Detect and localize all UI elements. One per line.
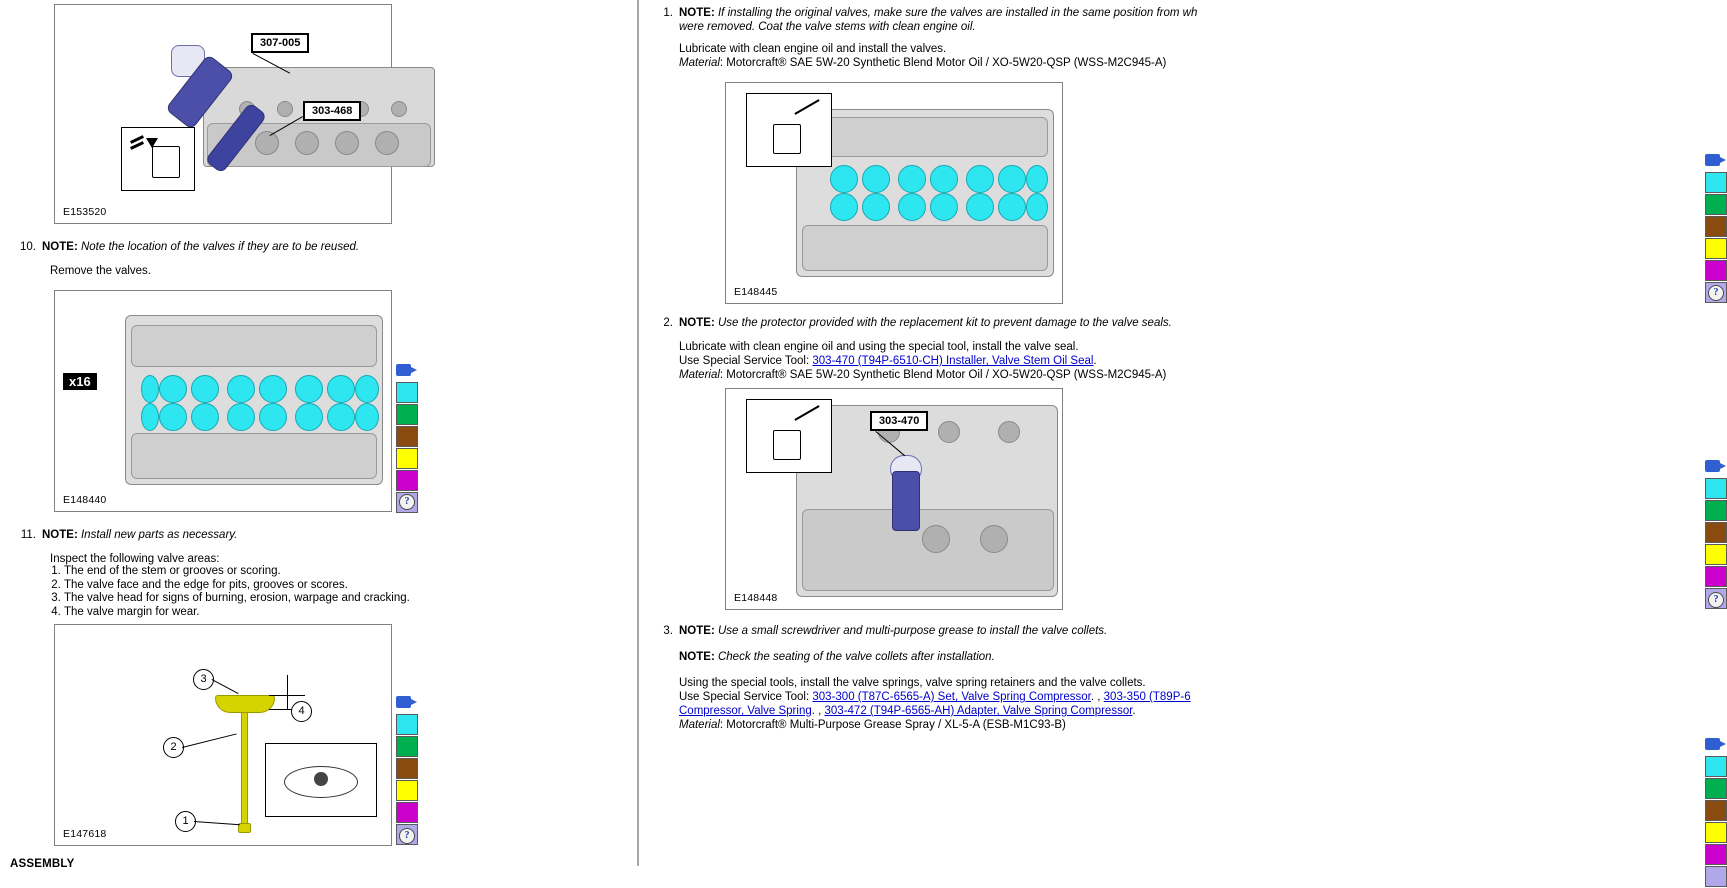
valve-1 (830, 165, 858, 193)
color-chip-cyan[interactable] (1705, 756, 1727, 777)
list-item: 1. The end of the stem or grooves or scoring. (64, 565, 464, 579)
oil-can-inset (746, 399, 832, 473)
step-r3-material (679, 718, 1213, 732)
head-port-3 (998, 421, 1020, 443)
step-10-note-text: Note the location of the valves if they are to be reused. (80, 241, 360, 253)
list-item: 2. The valve face and the edge for pits, grooves or scores. (64, 579, 464, 593)
step-10-number: 10. (20, 241, 36, 253)
step-r3-tool-sep-1: . , (1090, 691, 1104, 703)
step-r2-material-label: Material (679, 369, 720, 381)
step-r2-material-text: : Motorcraft® SAE 5W-20 Synthetic Blend Motor Oil / XO-5W20-QSP (WSS-M2C945-A) (719, 369, 1167, 381)
step-r1-note-label: NOTE: (679, 7, 715, 19)
step-r3-note2-label: NOTE: (679, 651, 715, 663)
step-r3-tool-label: Use Special Service Tool: (679, 691, 813, 703)
step-r1-line-1: Lubricate with clean engine oil and install the valves. (679, 43, 947, 55)
valve-12 (998, 193, 1026, 221)
step-r1-material (679, 56, 1213, 70)
step-r2 (653, 316, 1213, 330)
callout-circle-2: 2 (163, 737, 184, 758)
help-icon[interactable]: ? (399, 494, 415, 510)
figure-e148445 (725, 82, 1063, 304)
valve-2 (862, 165, 890, 193)
color-chip-cyan[interactable] (1705, 172, 1727, 193)
figure-e147618 (54, 624, 392, 846)
video-camera-icon[interactable] (396, 362, 418, 379)
valve-9 (295, 375, 323, 403)
tool-link-303-472[interactable]: 303-472 (T94P-6565-AH) Adapter, Valve Spring Compressor (824, 705, 1133, 717)
tool-link-303-300[interactable]: 303-300 (T87C-6565-A) Set, Valve Spring Compressor (812, 691, 1091, 703)
step-r2-material (679, 368, 1213, 382)
step-r2-tool (679, 354, 1213, 368)
step-r3-note (679, 624, 1213, 638)
head-port-2 (938, 421, 960, 443)
color-chip-cyan[interactable] (396, 714, 418, 735)
valve-4 (191, 403, 219, 431)
step-r3-tools (679, 690, 1213, 718)
head-lower-band (131, 433, 377, 479)
step-11-note (42, 528, 436, 542)
figure-e148440-illustration (55, 291, 391, 511)
callout-leader-3 (212, 679, 239, 694)
valve-8 (259, 403, 287, 431)
oil-container-icon (773, 124, 801, 154)
step-10-body-text: Remove the valves. (50, 265, 151, 277)
head-upper-band (131, 325, 377, 367)
tool-body-303-470 (892, 471, 920, 531)
help-icon[interactable]: ? (1708, 285, 1724, 301)
figure-e148440-swatches (396, 362, 418, 514)
head-bore-3 (335, 131, 359, 155)
valve-13 (1026, 165, 1048, 193)
step-r2-note-label: NOTE: (679, 317, 715, 329)
valve-8 (930, 193, 958, 221)
step-10-note (42, 240, 426, 254)
help-icon[interactable]: ? (1708, 592, 1724, 608)
figure-e148445-swatches (1705, 152, 1727, 304)
color-chip-brown[interactable] (396, 758, 418, 779)
valve-7 (227, 403, 255, 431)
valve-9 (966, 165, 994, 193)
figure-id-e153520: E153520 (63, 206, 107, 218)
valve-10 (998, 165, 1026, 193)
callout-circle-1: 1 (175, 811, 196, 832)
step-10 (16, 240, 426, 254)
video-camera-icon[interactable] (1705, 152, 1727, 169)
color-chip-yellow[interactable] (1705, 544, 1727, 565)
callout-leader-1b (194, 821, 240, 825)
head-port-5 (391, 101, 407, 117)
color-chip-green[interactable] (1705, 500, 1727, 521)
color-chip-magenta[interactable] (1705, 844, 1727, 865)
step-r3-note-text: Use a small screwdriver and multi-purpose grease to install the valve collets. (717, 625, 1108, 637)
callout-x16: x16 (63, 373, 97, 390)
oil-can-inset (121, 127, 195, 191)
head-port-2 (277, 101, 293, 117)
oil-can-inset (746, 93, 832, 167)
callout-303-468: 303-468 (303, 101, 361, 121)
valve-6 (930, 165, 958, 193)
callout-leader-2b (182, 733, 237, 748)
callout-303-470: 303-470 (870, 411, 928, 431)
step-11-body-text: Inspect the following valve areas: (50, 553, 220, 565)
valve-5 (227, 375, 255, 403)
figure-e148448 (725, 388, 1063, 610)
valve-11 (966, 193, 994, 221)
step-10-note-label: NOTE: (42, 241, 78, 253)
arrow-down-icon (146, 138, 158, 148)
tool-link-303-470[interactable]: 303-470 (T94P-6510-CH) Installer, Valve Stem Oil Seal (812, 355, 1094, 367)
valve-12 (327, 403, 355, 431)
step-r2-number: 2. (663, 317, 673, 329)
head-bore-4 (375, 131, 399, 155)
step-r2-tool-suffix: . (1093, 355, 1097, 367)
color-chip-magenta[interactable] (396, 470, 418, 491)
step-r1-material-text: : Motorcraft® SAE 5W-20 Synthetic Blend Motor Oil / XO-5W20-QSP (WSS-M2C945-A) (719, 57, 1167, 69)
valve-3 (830, 193, 858, 221)
head-bore-2 (295, 131, 319, 155)
step-r3-material-text: : Motorcraft® Multi-Purpose Grease Spray / XL-5-A (ESB-M1C93-B) (719, 719, 1066, 731)
dimension-line-vertical (287, 675, 288, 709)
step-11-sub-list (28, 565, 464, 619)
step-r3-line-1: Using the special tools, install the valve springs, valve spring retainers and the valve collets. (679, 677, 1146, 689)
color-chip-green[interactable] (1705, 778, 1727, 799)
step-r3-note-label: NOTE: (679, 625, 715, 637)
tool-link-303-350[interactable]: 303-350 (T89P-6 Compressor, Valve Spring (679, 691, 1191, 717)
figure-e148440 (54, 290, 392, 512)
color-chip-brown[interactable] (1705, 522, 1727, 543)
step-r3-note2 (679, 650, 1213, 664)
figure-e153520-illustration (55, 5, 391, 223)
valve-1 (159, 375, 187, 403)
step-r3-tool-suffix: . (1132, 705, 1136, 717)
valve-2 (191, 375, 219, 403)
valve-stem (241, 709, 248, 833)
step-r3 (653, 624, 1213, 638)
valve-head (215, 695, 275, 713)
valve-10 (327, 375, 355, 403)
color-chip-green[interactable] (396, 736, 418, 757)
oil-spout-icon (794, 99, 819, 115)
video-camera-icon[interactable] (396, 694, 418, 711)
valve-tip (238, 823, 251, 833)
step-r3-material-label: Material (679, 719, 720, 731)
figure-e148448-illustration (726, 389, 1062, 609)
valve-16 (141, 403, 159, 431)
color-chip-yellow[interactable] (396, 448, 418, 469)
color-chip-brown[interactable] (1705, 800, 1727, 821)
step-r1-number: 1. (663, 7, 673, 19)
figure-id-e148448: E148448 (734, 592, 778, 604)
step-r3-body (653, 676, 1213, 732)
color-chip-cyan[interactable] (1705, 478, 1727, 499)
list-item: 4. The valve margin for wear. (64, 606, 464, 620)
callout-circle-4: 4 (291, 701, 312, 722)
oil-spout-icon (794, 405, 819, 421)
step-r3-number: 3. (663, 625, 673, 637)
step-r2-note (679, 316, 1213, 330)
valve-6 (259, 375, 287, 403)
oil-container-icon (773, 430, 801, 460)
step-r2-note-text: Use the protector provided with the replacement kit to prevent damage to the valve seals. (717, 317, 1172, 329)
color-chip-magenta[interactable] (1705, 260, 1727, 281)
dimension-line-horizontal (269, 695, 305, 696)
eye-pupil-icon (314, 772, 328, 786)
assembly-header: ASSEMBLY (10, 858, 75, 870)
valve-14 (355, 403, 379, 431)
color-chip-violet[interactable] (1705, 866, 1727, 887)
figure-e148448-swatches (1705, 458, 1727, 610)
step-11 (16, 528, 436, 542)
figure-e147618-help[interactable] (399, 828, 415, 844)
callout-307-005: 307-005 (251, 33, 309, 53)
color-chip-yellow[interactable] (1705, 822, 1727, 843)
color-chip-yellow[interactable] (396, 780, 418, 801)
head-bore-1 (922, 525, 950, 553)
step-10-body (16, 264, 426, 278)
help-icon[interactable]: ? (399, 828, 415, 844)
head-bore-1 (255, 131, 279, 155)
step-11-body (16, 552, 436, 566)
step-r1-note-text: If installing the original valves, make sure the valves are installed in the same position from wh were removed. Coat the valve stems with clean engine oil. (679, 7, 1198, 33)
color-chip-magenta[interactable] (396, 802, 418, 823)
valve-3 (159, 403, 187, 431)
step-r2-tool-label: Use Special Service Tool: (679, 355, 813, 367)
left-column (0, 0, 637, 878)
figure-e148445-illustration (726, 83, 1062, 303)
figure-e147618-swatches (396, 694, 418, 846)
color-chip-magenta[interactable] (1705, 566, 1727, 587)
step-r1-material-label: Material (679, 57, 720, 69)
valve-15 (141, 375, 159, 403)
right-column (639, 0, 1719, 878)
color-chip-green[interactable] (396, 404, 418, 425)
step-11-number: 11. (20, 529, 36, 541)
head-upper-band (802, 117, 1048, 157)
valve-face-inset (265, 743, 377, 817)
color-chip-cyan[interactable] (396, 382, 418, 403)
callout-circle-3: 3 (193, 669, 214, 690)
figure-e148448-help[interactable] (1708, 592, 1724, 608)
figure-e148440-help[interactable] (399, 494, 415, 510)
color-chip-green[interactable] (1705, 194, 1727, 215)
list-item: 3. The valve head for signs of burning, erosion, warpage and cracking. (64, 592, 464, 606)
video-camera-icon[interactable] (1705, 458, 1727, 475)
step-11-note-text: Install new parts as necessary. (80, 529, 238, 541)
step-r3-note2-text: Check the seating of the valve collets after installation. (717, 651, 995, 663)
figure-id-e147618: E147618 (63, 828, 107, 840)
color-chip-yellow[interactable] (1705, 238, 1727, 259)
step-r3-note2 (653, 650, 1213, 664)
step-r3-swatches (1705, 736, 1727, 888)
valve-11 (295, 403, 323, 431)
valve-5 (898, 165, 926, 193)
step-r1-body (653, 42, 1213, 70)
oil-container-icon (152, 146, 180, 178)
step-r2-body (653, 340, 1213, 382)
figure-e153520 (54, 4, 392, 224)
figure-e148445-help[interactable] (1708, 285, 1724, 301)
valve-7 (898, 193, 926, 221)
color-chip-brown[interactable] (396, 426, 418, 447)
figure-e147618-illustration (55, 625, 391, 845)
valve-14 (1026, 193, 1048, 221)
figure-id-e148440: E148440 (63, 494, 107, 506)
step-11-note-label: NOTE: (42, 529, 78, 541)
figure-id-e148445: E148445 (734, 286, 778, 298)
head-lower-band (802, 225, 1048, 271)
step-r1-note (679, 6, 1213, 34)
step-r2-line-1: Lubricate with clean engine oil and using the special tool, install the valve seal. (679, 341, 1079, 353)
valve-13 (355, 375, 379, 403)
color-chip-brown[interactable] (1705, 216, 1727, 237)
valve-4 (862, 193, 890, 221)
video-camera-icon[interactable] (1705, 736, 1727, 753)
step-r1 (653, 6, 1213, 34)
step-r3-tool-sep-2: . , (811, 705, 825, 717)
head-bore-2 (980, 525, 1008, 553)
